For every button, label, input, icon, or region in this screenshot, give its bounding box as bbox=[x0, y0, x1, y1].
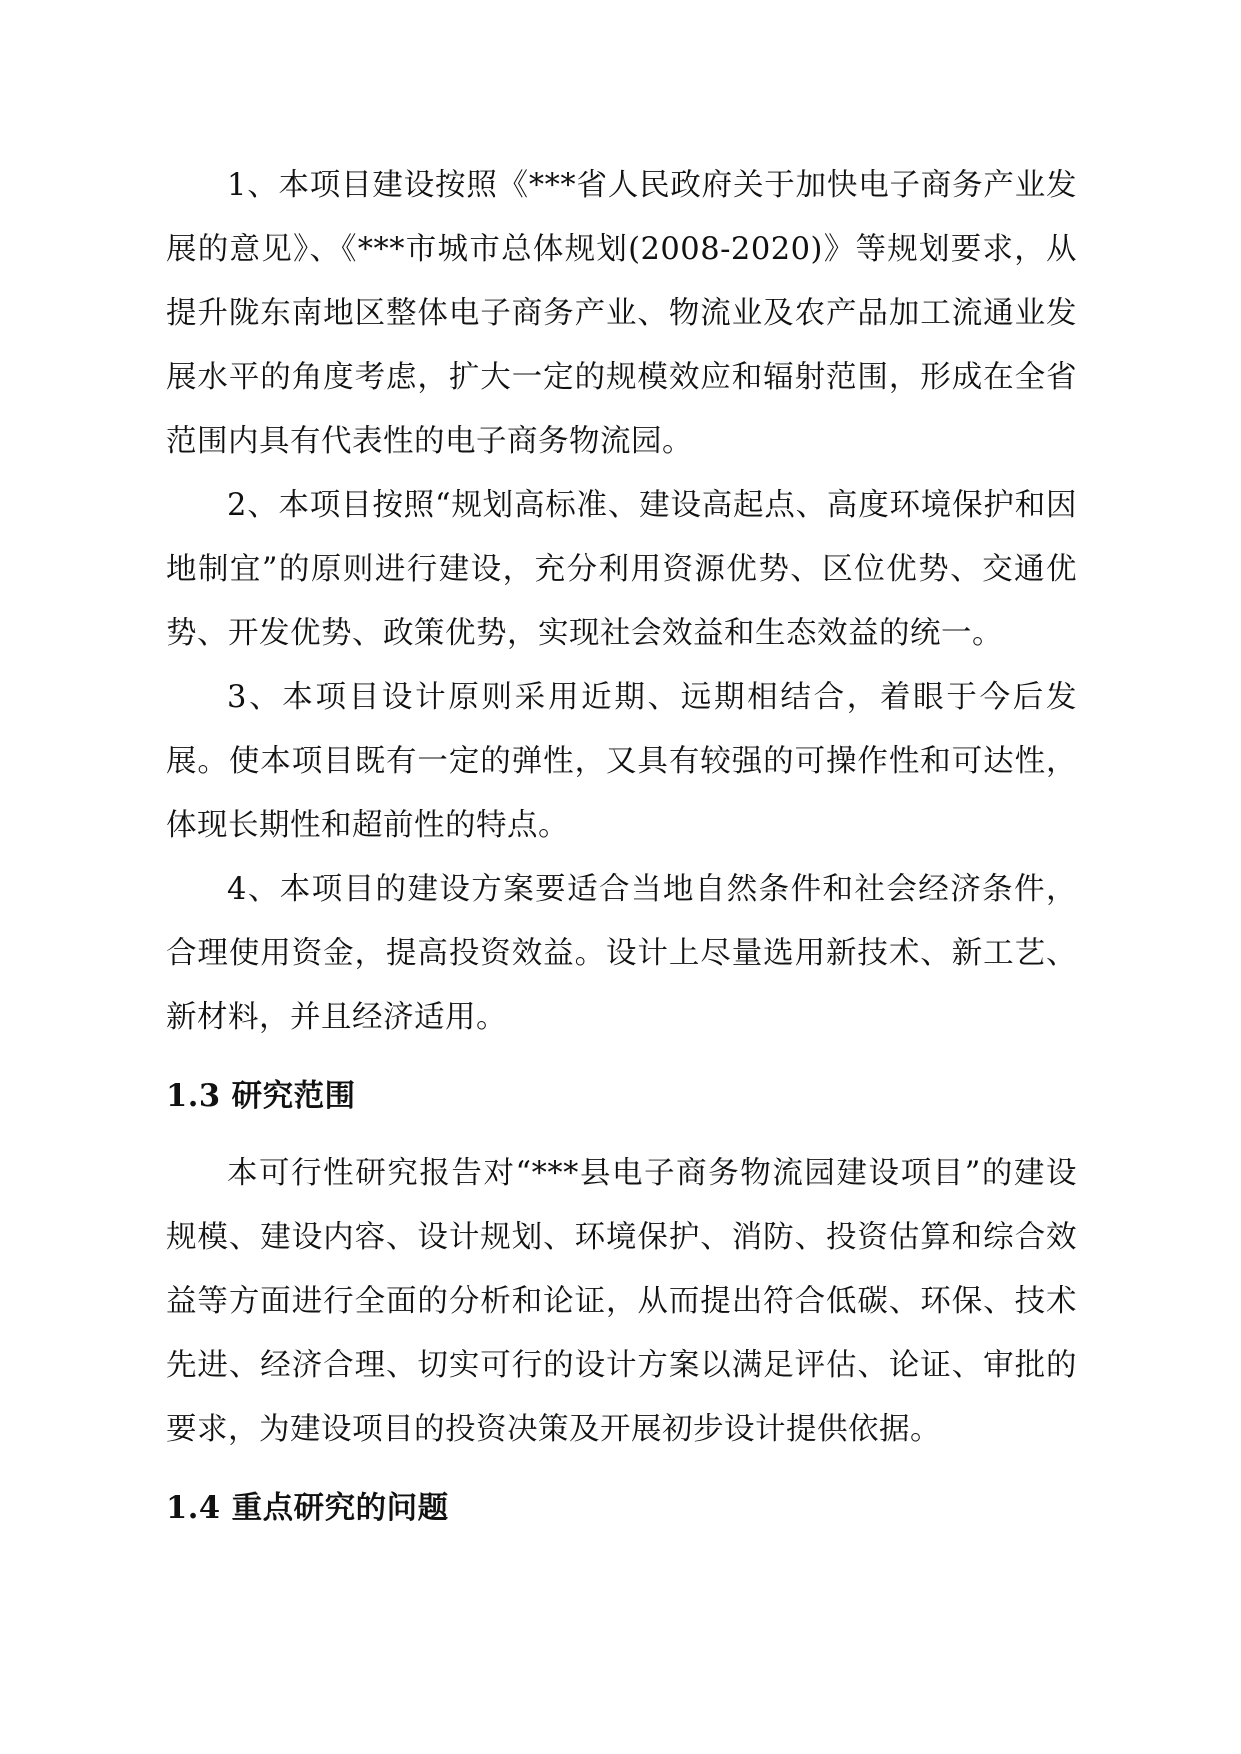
principle-paragraph-4: 4、本项目的建设方案要适合当地自然条件和社会经济条件，合理使用资金，提高投资效益。设计上尽量选用新技术、新工艺、新材料，并且经济适用。 bbox=[166, 872, 1077, 1035]
principle-paragraph-2: 2、本项目按照“规划高标准、建设高起点、高度环境保护和因地制宜”的原则进行建设，充分利用资源优势、区位优势、交通优势、开发优势、政策优势，实现社会效益和生态效益的统一。 bbox=[166, 488, 1077, 651]
research-scope-paragraph: 本可行性研究报告对“***县电子商务物流园建设项目”的建设规模、建设内容、设计规划、环境保护、消防、投资估算和综合效益等方面进行全面的分析和论证，从而提出符合低碳、环保、技术先进、经济合理、切实可行的设计方案以满足评估、论证、审批的要求，为建设项目的投资决策及开展初步设计提供依据。 bbox=[166, 1156, 1077, 1447]
section-heading-research-scope: 1.3 研究范围 bbox=[166, 1078, 356, 1114]
document-page bbox=[166, 154, 1077, 1540]
principle-paragraph-3: 3、本项目设计原则采用近期、远期相结合，着眼于今后发展。使本项目既有一定的弹性，又具有较强的可操作性和可达性，体现长期性和超前性的特点。 bbox=[166, 680, 1077, 843]
section-heading-key-issues: 1.4 重点研究的问题 bbox=[166, 1490, 449, 1526]
principle-paragraph-1: 1、本项目建设按照《***省人民政府关于加快电子商务产业发展的意见》、《***市城市总体规划(2008-2020)》等规划要求，从提升陇东南地区整体电子商务产业、物流业及农产品加工流通业发展水平的角度考虑，扩大一定的规模效应和辐射范围，形成在全省范围内具有代表性的电子商务物流园。 bbox=[166, 168, 1077, 459]
